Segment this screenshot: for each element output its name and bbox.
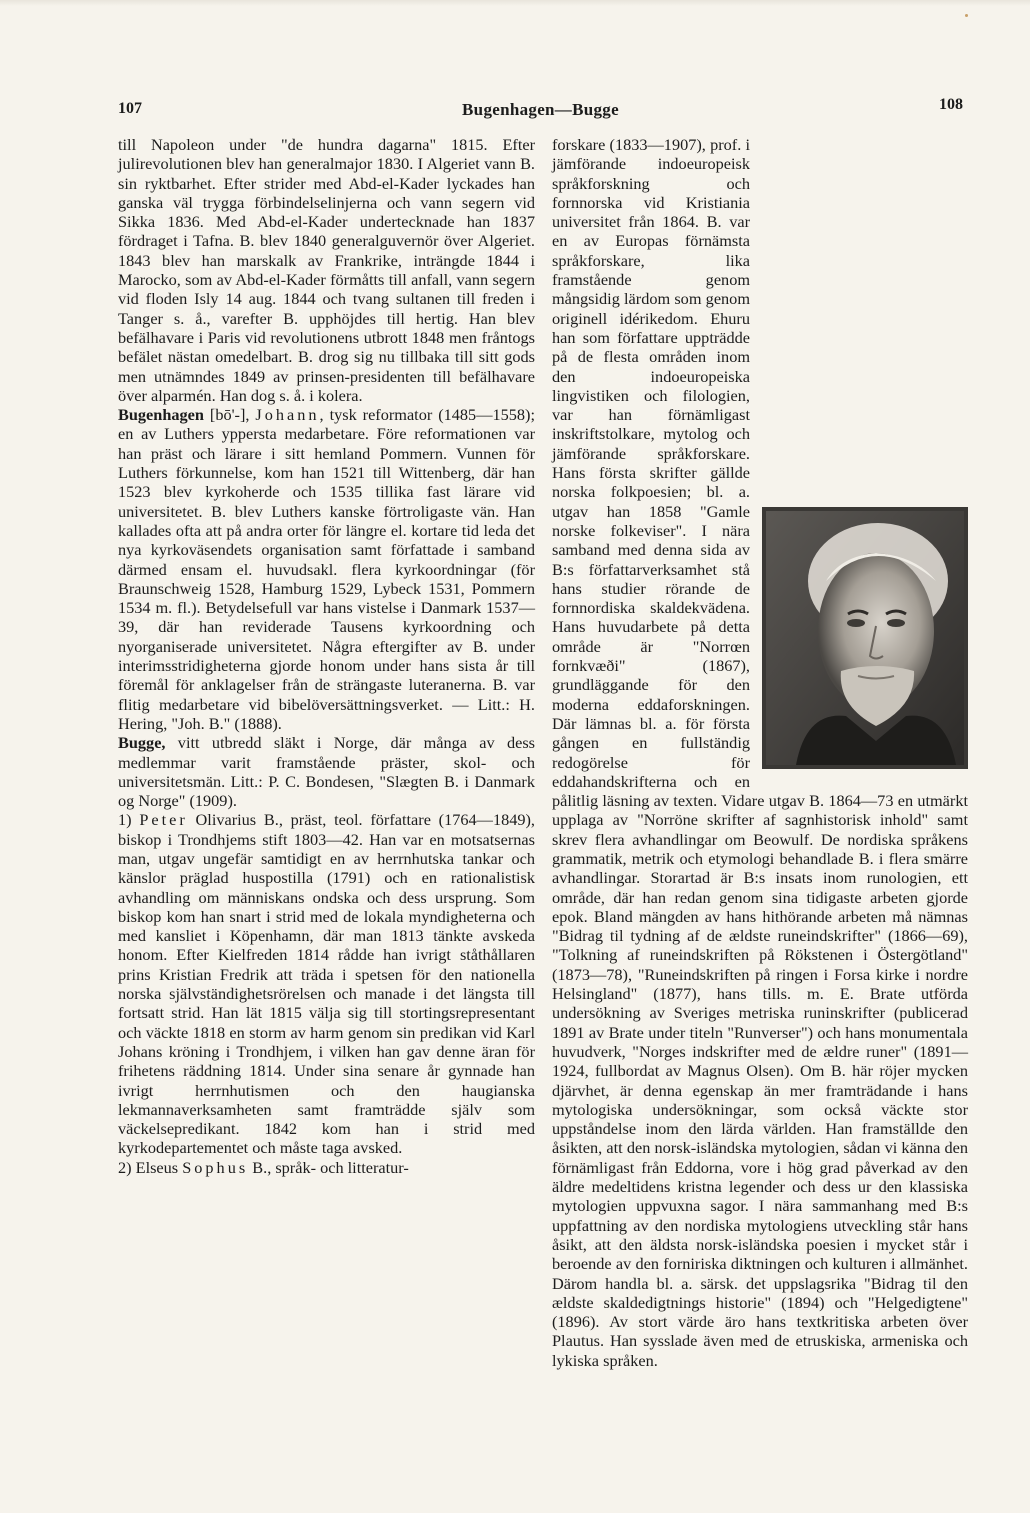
- subentry-elseus: [118, 1158, 535, 1177]
- entry-bugenhagen: [118, 405, 535, 733]
- entry-bugge: [118, 733, 535, 810]
- pronunciation: [bō'-],: [203, 405, 256, 425]
- portrait-photo-icon: [762, 507, 968, 769]
- entry-headword: Bugenhagen: [118, 405, 204, 425]
- left-column: [118, 135, 535, 1177]
- subentry-number: 2) Elseus: [118, 1157, 183, 1177]
- subentry-number: 1): [118, 810, 140, 830]
- sophus-bugge-text: forskare (1833—1907), prof. i jämförande indoeuropeisk språkforskning och fornnorska vid Kristiania universitet från 1864. B. var en av Europas förnämsta språkforskare, lika framstående genom mångsidig lärdom som genom originell idérikedom. Ehuru han som författare uppträdde på de flesta områden inom den indoeuropeiska lingvistiken och filologien, var han förnämligast inskriftstolkare, mytolog och jämförande språkforskare. Hans första skrifter gällde norska folkpoesien; bl. a. utgav han 1858 "Gamle norske folkeviser". I nära samband med denna sida av B:s författarverksamhet stå hans studier rörande de fornnordiska skaldekvädena. Hans huvudarbete på detta område är "Norrœn fornkvæði" (1867), grundläggande för den moderna eddaforskningen. Där lämnas bl. a. för första gången en fullständig redogörelse för eddahandskrifterna och en pålitlig läsning av texten. Vidare utgav B. 1864—73 en utmärkt upplaga av "Norröne skrifter af sagnhistorisk inhold" samt skrev flera avhandlingar om Beowulf. De nordiska språkens grammatik, metrik och etymologi behandlade B. i flera smärre avhandlingar. Storartad är B:s insats inom runologien, ett område, där han redan genom sina tidigaste arbeten gjorde epok. Bland mängden av hans hithörande arbeten må nämnas "Bidrag til tydning af de ældste runeindskrifter" (1866—69), "Tolkning af runeindskriften på Rökstenen i Östergötland" (1873—78), "Runeindskriften på ringen i Forsa kirke i nordre Helsingland" (1877), hans tills. m. E. Brate utförda undersökning av Sveriges metriska runinskrifter (publicerad 1891 av Brate under titeln "Runverser") och hans monumentala huvudverk, "Norges indskrifter med de ældre runer" (1891—1924, fullbordat av Magnus Olsen). Om B. här röjer mycken djärvhet, är denna egenskap än mer framträdande i hans mytologiska undersökningar, som också väckte stor uppståndelse inom den lärda världen. Han framställde den åsikten, att den norsk-isländska mytologien, sådan vi känna den förnämligast från Eddorna, vore i hög grad påverkad av den äldre medeltidens kristna legender och dess ur den klassiska mytologien uppvuxna sagor. I nära sammanhang med B:s uppfattning av den nordiska mytologiens utveckling står hans åsikt, att den äldsta norsk-isländska poesien i mycket står i beroende av den forniriska diktningen och kulturen i allmänhet. Därom handla bl. a. särsk. det uppslagsrika "Bidrag til den ældste skaldedigtnings historie" (1894) och "Helgedigtene" (1896). Av stort värde äro hans textkritiska arbeten över Plautus. Han sysslade även med de etruskiska, armeniska och lykiska språken.: [552, 135, 968, 1370]
- entry-text: B., språk- och litteratur-: [248, 1157, 409, 1177]
- entry-text: Olivarius B., präst, teol. författare (1764—1849), biskop i Trondhjems stift 1803—42. Han var en motsatsernas man, utgav ungefär samtidigt en av herrnhutska tankar och känslor präglad huspostilla (1791) och en rationalistisk avhandling om människans ondska och dess ursprung. Som biskop kom han snart i strid med de lokala myndigheterna och med kansliet i Köpenhamn, där man 1813 tänkte avskeda honom. Efter Kielfreden 1814 rådde han ivrigt ståthållaren prins Kristian Fredrik att träda i spetsen för den nationella norska självständighetsrörelsen och manade i det längsta till fortsatt strid. Han lät 1815 välja sig till stortingsrepresentant och väckte 1818 en storm av harm genom sin predikan vid Karl Johans kröning i Trondhjem, i vilken han gav denne äran för frihetens räddning 1814. Under sina senare år gynnade han ivrigt herrnhutismen och den haugianska lekmannaverksamheten samt framträdde själv som väckelsepredikant. 1842 kom han i strid med kyrkodepartementet och måste taga avsked.: [118, 810, 535, 1158]
- entry-text: vitt utbredd släkt i Norge, där många av dess medlemmar varit framstående präster, skol- och universitetsmän. Litt.: P. C. Bondesen, "Slægten B. i Danmark og Norge" (1909).: [118, 733, 535, 811]
- bugeaud-continuation: till Napoleon under "de hundra dagarna" 1815. Efter julirevolutionen blev han generalmajor 1830. I Algeriet vann B. sin ryktbarhet. Efter strider med Abd-el-Kader lyckades han ganska väl trygga förbindelselinjerna och vann segern vid Sikka 1836. Med Abd-el-Kader undertecknade han 1837 fördraget i Tafna. B. blev 1840 generalguvernör över Algeriet. 1843 blev han marskalk av Frankrike, inträngde 1844 i Marocko, som av Abd-el-Kader förmåtts till anfall, vann segern vid floden Isly 14 aug. 1844 och tvang sultanen till freden i Tanger s. å., varefter B. upphöjdes till hertig. Han blev befälhavare i Paris vid revolutionens utbrott 1848 men fråntogs befälet nästan omedelbart. B. drog sig nu tillbaka till sitt gods men utnämndes 1849 av prinsen-presidenten till befälhavare över alparmén. Han dog s. å. i kolera.: [118, 135, 535, 405]
- given-name: Johann: [255, 405, 320, 425]
- given-name: Peter: [139, 810, 188, 830]
- page-number-left: 107: [118, 100, 142, 117]
- entry-text: , tysk reformator (1485—1558); en av Luthers yppersta medarbetare. Före reformationen var han präst och lärare i sitt hemland Pommern. Vunnen för Luthers förkunnelse, kom han 1521 till Wittenberg, där han 1523 blev kyrkoherde och 1535 tillika fast lärare vid universitetet. B. blev Luthers kanske förtroligaste vän. Han kallades ofta att på andra orter för längre el. kortare tid leda det nya kyrkoväsendets organisation samt författade i samband därmed ensam el. huvudsakl. flera kyrkoordningar (för Braunschweig 1528, Hamburg 1529, Lybeck 1531, Pommern 1534 m. fl.). Betydelsefull var hans vistelse i Danmark 1537—39, där han reviderade Tausens kyrkoordning och nyorganiserade universitetet. Några eftergifter av B. under interimsstridigheterna gjorde honom under hans sista år till föremål för anklagelser från de strängaste luteranerna. B. var flitig medarbetare vid bibelöversättningsverket. — Litt.: H. Hering, "Joh. B." (1888).: [118, 405, 535, 733]
- portrait-image: [766, 511, 964, 765]
- page-header: [118, 96, 963, 122]
- subentry-peter: [118, 810, 535, 1157]
- given-name: Sophus: [182, 1157, 249, 1177]
- paper-speck: [965, 14, 968, 17]
- running-title: Bugenhagen—Bugge: [462, 100, 619, 119]
- right-column: [552, 135, 968, 1370]
- entry-headword: Bugge,: [118, 733, 166, 753]
- page-edge: [0, 0, 1030, 6]
- page-number-right: 108: [939, 96, 963, 113]
